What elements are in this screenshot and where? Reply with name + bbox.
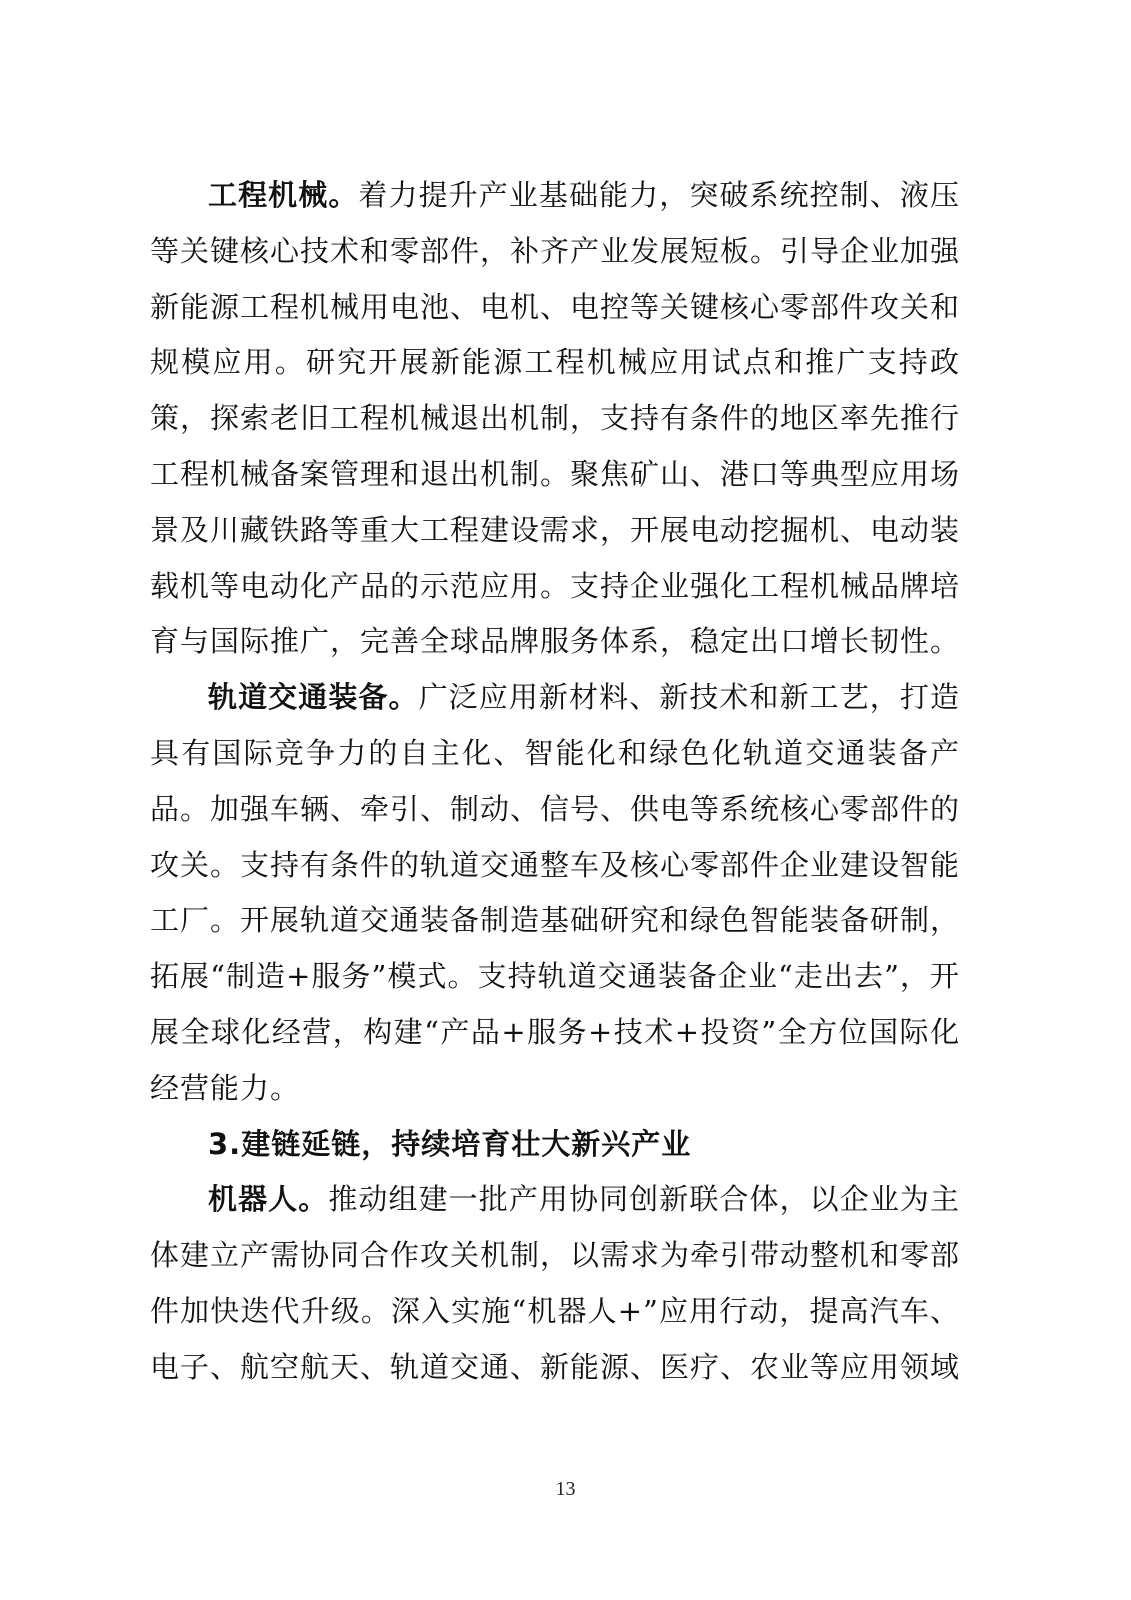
paragraph-text: 着力提升产业基础能力，突破系统控制、液压等关键核心技术和零部件，补齐产业发展短板。引导企业加强新能源工程机械用电池、电机、电控等关键核心零部件攻关和规模应用。研究开展新能源工程机械应用试点和推广支持政策，探索老旧工程机械退出机制，支持有条件的地区率先推行工程机械备案管理和退出机制。聚焦矿山、港口等典型应用场景及川藏铁路等重大工程建设需求，开展电动挖掘机、电动装载机等电动化产品的示范应用。支持企业强化工程机械品牌培育与国际推广，完善全球品牌服务体系，稳定出口增长韧性。 (150, 178, 961, 659)
paragraph-lead: 轨道交通装备。 (208, 680, 419, 715)
page-number: 13 (555, 1478, 576, 1500)
paragraph-robots (150, 1172, 960, 1395)
paragraph-construction-machinery (150, 168, 960, 670)
paragraph-text: 广泛应用新材料、新技术和新工艺，打造具有国际竞争力的自主化、智能化和绿色化轨道交通装备产品。加强车辆、牵引、制动、信号、供电等系统核心零部件的攻关。支持有条件的轨道交通整车及核心零部件企业建设智能工厂。开展轨道交通装备制造基础研究和绿色智能装备研制，拓展“制造+服务”模式。支持轨道交通装备企业“走出去”，开展全球化经营，构建“产品+服务+技术+投资”全方位国际化经营能力。 (150, 680, 961, 1105)
paragraph-rail-transit (150, 670, 960, 1116)
paragraph-text: 推动组建一批产用协同创新联合体，以企业为主体建立产需协同合作攻关机制，以需求为牵引带动整机和零部件加快迭代升级。深入实施“机器人+”应用行动，提高汽车、电子、航空航天、轨道交通、新能源、医疗、农业等应用领域 (150, 1182, 961, 1384)
document-body (150, 168, 960, 1396)
paragraph-lead: 工程机械。 (208, 178, 359, 212)
paragraph-lead: 机器人。 (208, 1182, 329, 1217)
section-heading: 3.建链延链，持续培育壮大新兴产业 (208, 1126, 692, 1161)
